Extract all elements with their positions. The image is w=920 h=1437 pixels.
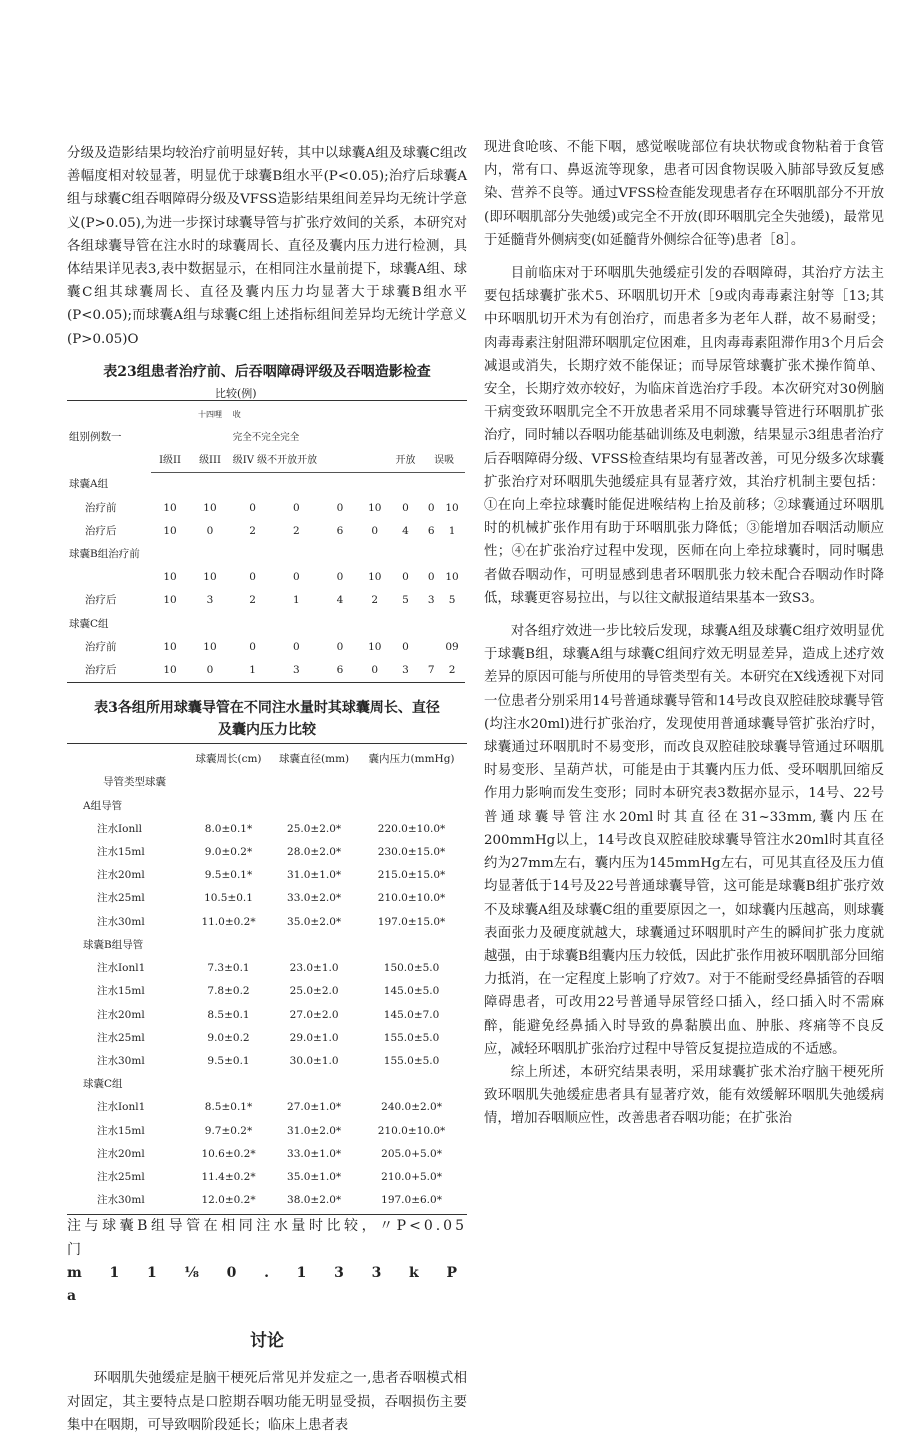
table3-row (67, 1050, 465, 1073)
table2-cell: 0 (189, 659, 231, 683)
table2-cell: 1 (448, 524, 456, 537)
table2-col-6: 误吸 (423, 449, 465, 473)
table2-row-label: 治疗后 (85, 594, 117, 607)
table2-cell: 2 (371, 594, 379, 607)
table3-footnote-line1: 注与球囊B组导管在相同注水量时比较，〃P<0.05门 (67, 1218, 467, 1258)
table2-col-2: 级III (189, 449, 231, 473)
table2 (67, 403, 465, 683)
table3-pressure-cell: 155.0±5.0 (383, 1031, 440, 1044)
table2-cell: 0 (292, 571, 300, 584)
table2-row (67, 566, 465, 589)
table2-cell: 10 (163, 594, 177, 607)
table3-row-label: 注水15ml (97, 846, 145, 859)
table3-diameter-cell: 28.0±2.0* (287, 846, 342, 859)
right-column (484, 136, 884, 1131)
table3-caption-line2: 及囊内压力比较 (218, 722, 316, 739)
table2-top-rule (67, 400, 467, 401)
table2-cell: 2 (439, 659, 465, 683)
table2-cell: 0 (362, 659, 388, 683)
table2-cell: 10 (368, 640, 382, 653)
table2-cell: 3 (206, 594, 214, 607)
table2-col-3: 级IV (232, 455, 254, 467)
table3-row (67, 1120, 465, 1143)
table3-row-label: 注水Ionl1 (97, 1101, 146, 1114)
table3-row-label: 注水30ml (97, 1194, 145, 1207)
table2-header-top: 十四哩 (197, 409, 222, 419)
table2-cell: 10 (163, 501, 177, 514)
right-paragraph-3: 对各组疗效进一步比较后发现，球囊A组及球囊C组疗效明显优于球囊B组，球囊A组与球囊C组间疗效无明显差异，造成上述疗效差异的原因可能与所使用的导管类型有关。本研究在X线透视下对同一位患者分别采用14号普通球囊导管和14号改良双腔硅胶球囊导管(均注水20ml)进行扩张治疗，发现使用普通球囊导管扩张治疗时，球囊通过环咽肌时不易变形，而改良双腔硅胶球囊导管通过环咽肌时易变形、呈葫芦状，可能是由于其囊内压力低、受环咽肌回缩反作用力影响而发生变形；同时本研究表3数据亦显示，14号、22号普通球囊导管注水20ml时其直径在31~33mm,囊内压在200mmHg以上，14号改良双腔硅胶球囊导管注水20ml时其直径约为27mm左右，囊内压为145mmHg左右，可见其直径及压力值均显著低于14号及22号普通球囊导管，这可能是球囊B组扩张疗效不及球囊A组及球囊C组的重要原因之一，如球囊内压越高，则球囊表面张力及硬度就越大，球囊通过环咽肌时产生的瞬间扩张力度就越强，由于球囊B组囊内压力较低，因此扩张作用被环咽肌部分回缩力抵消，在一定程度上影响了疗效7。对于不能耐受经鼻插管的吞咽障碍患者，可改用22号普通导尿管经口插入，经口插入时不需麻醉，能避免经鼻插入时导致的鼻黏膜出血、肿胀、疼痛等不良反应，减轻环咽肌扩张治疗过程中导管反复提拉造成的不适感。 (484, 624, 884, 1057)
discussion-heading: 讨论 (250, 1331, 284, 1352)
table2-cell: 10 (445, 571, 459, 584)
table2-cell (423, 636, 439, 659)
table3-row-label: 注水30ml (97, 1054, 145, 1067)
table2-cell: 5 (448, 594, 456, 607)
table3-diameter-cell: 33.0±1.0* (287, 1147, 342, 1160)
table2-row-label: 治疗后 (85, 524, 117, 537)
right-paragraph-4: 综上所述，本研究结果表明，采用球囊扩张术治疗脑干梗死所致环咽肌失弛缓症患者具有显著疗效，能有效缓解环咽肌失弛缓病情，增加吞咽顺应性，改善患者吞咽功能；在扩张治 (484, 1064, 884, 1127)
table3 (67, 748, 465, 1212)
table2-cell: 0 (402, 501, 409, 514)
table3-row (67, 957, 465, 980)
table3-row-label: 注水Ionll (97, 822, 142, 835)
table2-cell: 10 (163, 571, 177, 584)
right-paragraph-1: 现进食呛咳、不能下咽，感觉喉咙部位有块状物或食物粘着于食管内，常有口、鼻返流等现象，患者可因食物误吸入肺部导致反复感染、营养不良等。通过VFSS检查能发现患者存在环咽肌部分不开放(即环咽肌部分失弛缓)或完全不开放(即环咽肌完全失弛缓)，最常见于延髓背外侧病变(如延髓背外侧综合征等)患者［8］。 (484, 140, 884, 248)
table2-cell: 0 (427, 501, 435, 514)
table3-row (67, 1004, 465, 1027)
table2-cell: 0 (402, 571, 409, 584)
table2-cell: 0 (292, 501, 300, 514)
table3-pressure-cell: 210.0+5.0* (381, 1170, 442, 1183)
table2-cell: 0 (336, 640, 344, 653)
table3-pressure-cell: 197.0±6.0* (381, 1194, 442, 1207)
table3-perimeter-cell: 11.4±0.2* (201, 1170, 256, 1183)
table3-col-pressure: 囊内压力(mmHg) (368, 753, 455, 766)
left-paragraph-2: 环咽肌失弛缓症是脑干梗死后常见并发症之一,患者吞咽模式相对固定，其主要特点是口腔期吞咽功能无明显受损，吞咽损伤主要集中在咽期，可导致咽阶段延长；临床上患者表 (67, 1371, 467, 1433)
table3-perimeter-cell: 8.0±0.1* (204, 822, 253, 835)
table3-row (67, 1096, 465, 1119)
table3-perimeter-cell: 9.5±0.1* (204, 869, 253, 882)
table3-group-name: 球囊B组导管 (83, 938, 144, 951)
table3-row (67, 818, 465, 841)
table2-cell: 2 (249, 594, 256, 607)
table3-diameter-cell: 35.0±1.0* (287, 1170, 342, 1183)
right-paragraph-2: 目前临床对于环咽肌失弛缓症引发的吞咽障碍，其治疗方法主要包括球囊扩张术5、环咽肌切开术［9或肉毒毒素注射等［13;其中环咽肌切开术为有创治疗，而患者多为老年人群，故不易耐受；肉毒毒素注射阻滞环咽肌定位困难，且肉毒毒素阻滞作用3个月后会减退或消失，长期疗效不能保证；而导尿管球囊扩张术操作简单、安全，长期疗效亦较好，为临床首选治疗手段。本次研究对30例脑干病变致环咽肌完全不开放患者采用不同球囊导管进行环咽肌扩张治疗，同时辅以吞咽功能基础训练及电刺激，结果显示3组患者治疗后吞咽障碍分级、VFSS检查结果均有显著改善，可见分级多次球囊扩张治疗对环咽肌失弛缓症具有显著疗效，其治疗机制主要包括：①在向上牵拉球囊时能促进喉结构上抬及前移；②球囊通过环咽肌时的机械扩张作用有助于环咽肌张力降低；③能增加吞咽活动顺应性；④在扩张治疗过程中发现，医师在向上牵拉球囊时，同时嘱患者做吞咽动作，可明显感到患者环咽肌张力较未配合吞咽动作时降低，球囊更容易拉出，与以往文献报道结果基本一致S3。 (484, 266, 884, 606)
table3-diameter-cell: 27.0±2.0 (289, 1008, 339, 1021)
table3-perimeter-cell: 8.5±0.1 (207, 1008, 250, 1021)
table3-diameter-cell: 25.0±2.0 (289, 985, 339, 998)
table3-row-label: 注水20ml (97, 1008, 145, 1021)
table3-pressure-cell: 215.0±15.0* (377, 869, 446, 882)
table2-cell: 2 (249, 524, 256, 537)
table2-group-row (67, 473, 465, 497)
table3-row-label: 注水25ml (97, 1170, 145, 1183)
table2-cell: 0 (336, 571, 344, 584)
table3-diameter-cell: 29.0±1.0 (289, 1031, 339, 1044)
table3-diameter-cell: 31.0±2.0* (287, 1124, 342, 1137)
table2-row (67, 520, 465, 543)
table2-cell: 0 (206, 524, 214, 537)
table3-row-label: 注水15ml (97, 985, 145, 998)
table3-diameter-cell: 38.0±2.0* (287, 1194, 342, 1207)
table3-pressure-cell: 220.0±10.0* (377, 822, 446, 835)
table2-cell: 0 (427, 571, 435, 584)
table3-pressure-cell: 230.0±15.0* (377, 846, 446, 859)
table3-group-name: A组导管 (83, 799, 123, 812)
table3-row (67, 1166, 465, 1189)
table3-perimeter-cell: 9.5±0.1 (207, 1054, 250, 1067)
table2-cell: 0 (336, 501, 344, 514)
table2-cell: 0 (249, 571, 256, 584)
table2-group-row (67, 543, 465, 566)
table3-pressure-cell: 197.0±15.0* (377, 915, 446, 928)
table2-caption: 表23组患者治疗前、后吞咽障碍评级及吞咽造影检查 (103, 363, 431, 380)
table2-cell: 09 (445, 640, 459, 653)
table2-cell: 3 (388, 659, 424, 683)
table3-row-label: 注水20ml (97, 869, 145, 882)
table3-row (67, 1027, 465, 1050)
table2-row-label (67, 566, 151, 589)
table2-cell: 4 (336, 594, 344, 607)
table2-group-name: 球囊A组 (69, 478, 109, 491)
table3-group-row (67, 795, 465, 818)
table2-row (67, 636, 465, 659)
table2-group-name: 球囊B组治疗前 (69, 548, 140, 561)
table3-group-row (67, 1073, 465, 1096)
table3-col-diameter: 球囊直径(mm) (279, 753, 350, 766)
table3-row-label: 注水20ml (97, 1147, 145, 1160)
table3-pressure-cell: 150.0±5.0 (383, 962, 440, 975)
table3-diameter-cell: 25.0±2.0* (287, 822, 342, 835)
table3-row (67, 980, 465, 1003)
table2-cell: 10 (203, 571, 217, 584)
table3-diameter-cell: 33.0±2.0* (287, 892, 342, 905)
table3-pressure-cell: 155.0±5.0 (383, 1054, 440, 1067)
table2-cell: 0 (249, 640, 256, 653)
table2-group-row (67, 613, 465, 636)
table2-cell: 2 (292, 524, 300, 537)
table2-cell: 10 (368, 571, 382, 584)
table3-row-label: 注水Ionl1 (97, 962, 146, 975)
table2-cell: 4 (402, 524, 409, 537)
table3-perimeter-cell: 8.5±0.1* (204, 1101, 253, 1114)
table3-perimeter-cell: 12.0±0.2* (201, 1194, 256, 1207)
table2-cell: 10 (151, 659, 189, 683)
table3-row-label: 注水25ml (97, 1031, 145, 1044)
table2-row (67, 589, 465, 612)
table2-header-sub: 完全不完全完全 (232, 432, 300, 444)
table3-perimeter-cell: 10.5±0.1 (204, 892, 253, 905)
table2-cell: 10 (163, 524, 177, 537)
table3-diameter-cell: 30.0±1.0 (289, 1054, 339, 1067)
table3-caption-line1: 表3各组所用球囊导管在不同注水量时其球囊周长、直径 (94, 700, 440, 717)
table3-perimeter-cell: 7.3±0.1 (207, 962, 250, 975)
table3-row (67, 841, 465, 864)
table3-perimeter-cell: 9.0±0.2* (204, 846, 253, 859)
table2-row-label: 治疗后 (67, 659, 151, 683)
table2-row (67, 659, 465, 683)
left-paragraph-1: 分级及造影结果均较治疗前明显好转，其中以球囊A组及球囊C组改善幅度相对较显著，明显优于球囊B组水平(P<0.05);治疗后球囊A组与球囊C组吞咽障碍分级及VFSS造影结果组间差异均无统计学意义(P>0.05),为进一步探讨球囊导管与扩张疗效间的关系，本研究对各组球囊导管在注水时的球囊周长、直径及囊内压力进行检测，具体结果详见表3,表中数据显示，在相同注水量前提下，球囊A组、球囊C组其球囊周长、直径及囊内压力均显著大于球囊B组水平(P<0.05);而球囊A组与球囊C组上述指标组间差异均无统计学意义(P>0.05)O (67, 146, 467, 347)
table2-group-name: 球囊C组 (69, 617, 109, 630)
table3-col-perimeter: 球囊周长(cm) (195, 753, 262, 766)
table3-pressure-cell: 210.0±10.0* (377, 892, 446, 905)
table3-row (67, 864, 465, 887)
table2-header-mid: 收 (232, 409, 241, 419)
table3-row (67, 1189, 465, 1212)
table3-diameter-cell: 35.0±2.0* (287, 915, 342, 928)
table2-cell: 3 (274, 659, 318, 683)
table3-row (67, 1143, 465, 1166)
table3-row-label: 注水30ml (97, 915, 145, 928)
table2-cell: 0 (402, 640, 409, 653)
table3-pressure-cell: 205.0+5.0* (381, 1147, 442, 1160)
table3-pressure-cell: 145.0±7.0 (383, 1008, 440, 1021)
table2-cell: 10 (445, 501, 459, 514)
table3-row (67, 887, 465, 910)
table3-diameter-cell: 31.0±1.0* (287, 869, 342, 882)
table3-diameter-cell: 23.0±1.0 (289, 962, 339, 975)
table2-row (67, 497, 465, 520)
table2-row-label: 治疗前 (85, 640, 117, 653)
table3-pressure-cell: 210.0±10.0* (377, 1124, 446, 1137)
table3-perimeter-cell: 10.6±0.2* (201, 1147, 256, 1160)
left-column (67, 142, 467, 1437)
table3-pressure-cell: 145.0±5.0 (383, 985, 440, 998)
table2-cell: 7 (423, 659, 439, 683)
table3-group-row (67, 934, 465, 957)
table3-perimeter-cell: 7.8±0.2 (207, 985, 250, 998)
table3-col-type: 导管类型球囊 (103, 776, 166, 789)
table3-diameter-cell: 27.0±1.0* (287, 1101, 342, 1114)
table2-row-label: 治疗前 (85, 501, 117, 514)
table3-row-label: 注水15ml (97, 1124, 145, 1137)
table3-row-label: 注水25ml (97, 892, 145, 905)
table3-pressure-cell: 240.0±2.0* (381, 1101, 442, 1114)
table2-compare-label: 比较(例) (215, 386, 257, 400)
table3-perimeter-cell: 11.0±0.2* (201, 915, 256, 928)
table2-cell: 6 (427, 524, 435, 537)
table2-cell: 3 (427, 594, 435, 607)
table2-cell: 10 (203, 640, 217, 653)
table2-cell: 6 (318, 659, 362, 683)
table2-cell: 5 (402, 594, 409, 607)
table3-row (67, 911, 465, 934)
table3-perimeter-cell: 9.7±0.2* (204, 1124, 253, 1137)
table2-cell: 0 (292, 640, 300, 653)
table2-col-5: 开放 (388, 449, 424, 473)
table2-cell: 1 (231, 659, 275, 683)
table3-group-name: 球囊C组 (83, 1078, 123, 1091)
table2-col-1: I级II (151, 449, 189, 473)
table2-cell: 6 (336, 524, 344, 537)
table3-perimeter-cell: 9.0±0.2 (207, 1031, 250, 1044)
table2-col-4: 级不开放开放 (257, 455, 318, 467)
table2-cell: 0 (249, 501, 256, 514)
table2-header-group: 组别例数一 (69, 431, 122, 444)
table2-cell: 10 (163, 640, 177, 653)
table2-cell: 1 (292, 594, 300, 607)
table2-cell: 10 (368, 501, 382, 514)
table3-footnote-line2: m 1 1 ⅛ 0 . 1 3 3 k P a (67, 1264, 467, 1304)
table2-cell: 0 (371, 524, 379, 537)
table3-top-rule (67, 743, 467, 744)
table2-cell: 10 (203, 501, 217, 514)
